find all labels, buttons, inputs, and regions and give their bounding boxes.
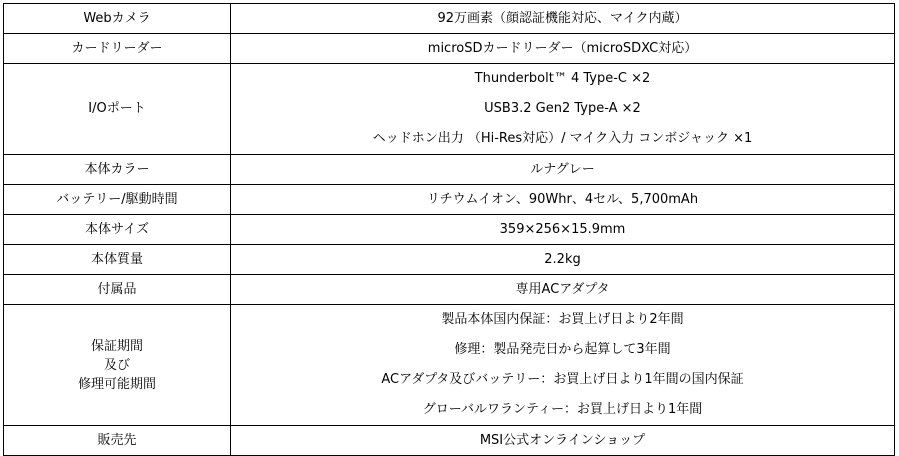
warranty-label-line: 及び (103, 357, 130, 373)
row-label-webcam: Webカメラ (4, 4, 231, 34)
warranty-line: ACアダプタ及びバッテリー：お買上げ日より1年間の国内保証 (381, 372, 744, 387)
row-value-card-reader: microSDカードリーダー（microSDXC対応） (231, 34, 895, 64)
row-label-card-reader: カードリーダー (4, 34, 231, 64)
row-value-battery: リチウムイオン、90Whr、4セル、5,700mAh (231, 185, 895, 215)
table-row (4, 185, 895, 215)
row-value-color: ルナグレー (231, 155, 895, 185)
io-port-line: ヘッドホン出力 （Hi-Res対応）/ マイク入力 コンボジャック ×1 (372, 131, 753, 146)
row-label-size: 本体サイズ (4, 215, 231, 245)
row-label-accessories: 付属品 (4, 275, 231, 305)
row-label-color: 本体カラー (4, 155, 231, 185)
table-row (4, 245, 895, 275)
row-value-size: 359×256×15.9mm (231, 215, 895, 245)
warranty-line: 製品本体国内保証：お買上げ日より2年間 (441, 312, 684, 327)
table-row (4, 275, 895, 305)
row-label-io-ports: I/Oポート (4, 64, 231, 155)
warranty-label-line: 修理可能期間 (77, 376, 156, 392)
warranty-label-line: 保証期間 (90, 338, 143, 354)
row-label-battery: バッテリー/駆動時間 (4, 185, 231, 215)
io-port-line: Thunderbolt™ 4 Type-C ×2 (474, 71, 651, 86)
warranty-line: グローバルワランティー：お買上げ日より1年間 (422, 402, 703, 417)
table-row (4, 426, 895, 456)
table-row (4, 215, 895, 245)
row-value-seller: MSI公式オンラインショップ (231, 426, 895, 456)
row-value-io-ports (231, 64, 895, 155)
table-row (4, 4, 895, 34)
table-row (4, 34, 895, 64)
table-row (4, 64, 895, 155)
row-value-accessories: 専用ACアダプタ (231, 275, 895, 305)
table-row (4, 305, 895, 426)
row-label-seller: 販売先 (4, 426, 231, 456)
table-row (4, 155, 895, 185)
row-label-warranty (4, 305, 231, 426)
row-label-weight: 本体質量 (4, 245, 231, 275)
row-value-webcam: 92万画素（顔認証機能対応、マイク内蔵） (231, 4, 895, 34)
warranty-line: 修理：製品発売日から起算して3年間 (454, 342, 671, 357)
row-value-weight: 2.2kg (231, 245, 895, 275)
spec-table (3, 3, 895, 456)
io-port-line: USB3.2 Gen2 Type-A ×2 (484, 101, 641, 116)
row-value-warranty (231, 305, 895, 426)
